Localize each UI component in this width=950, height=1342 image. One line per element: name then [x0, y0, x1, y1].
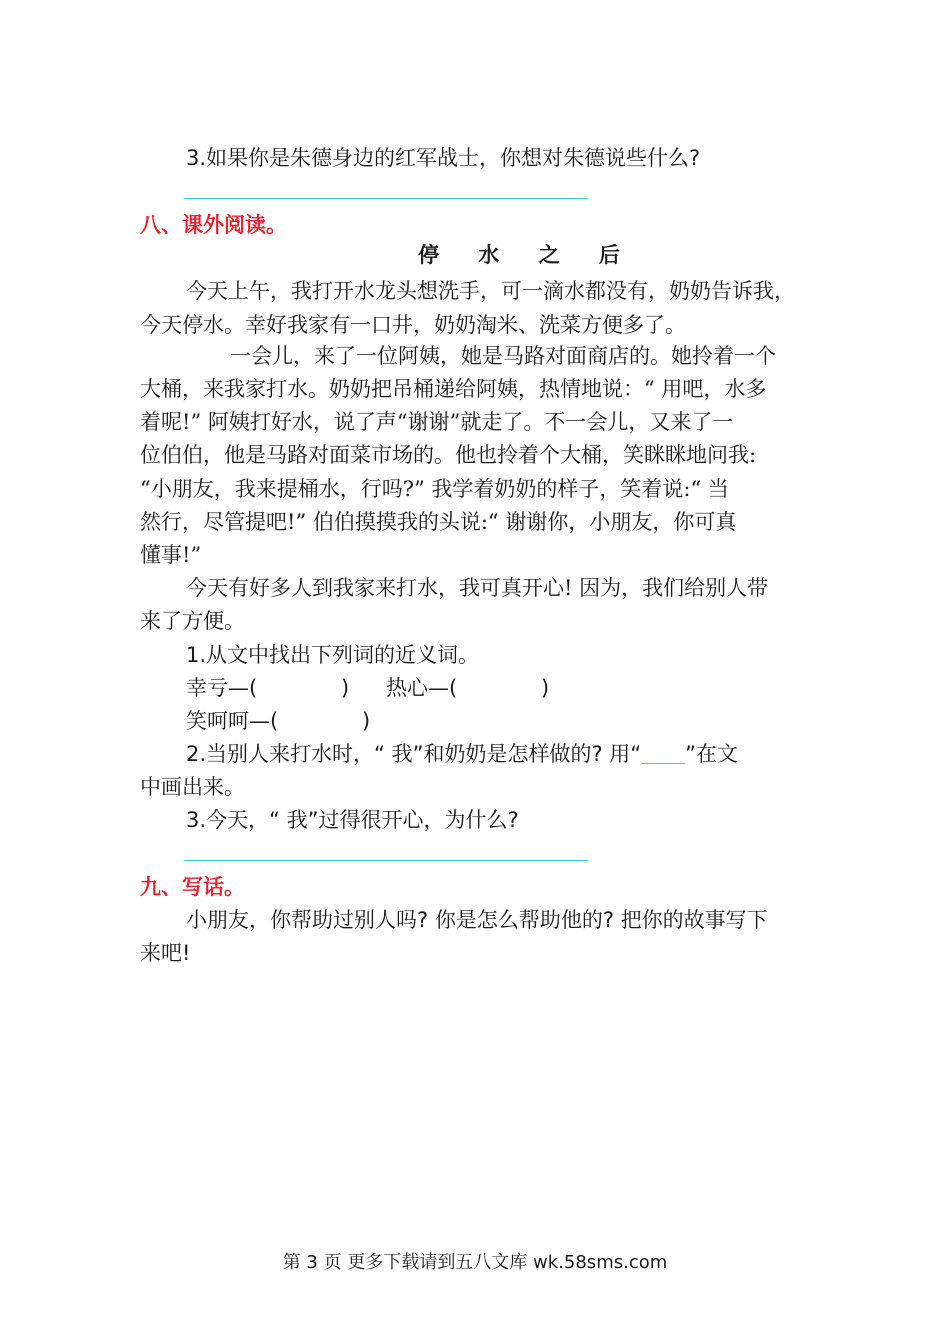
synonym-prompt-2: 热心—( — [386, 676, 458, 700]
question-8-3: 3.今天，“ 我”过得很开心，为什么? — [186, 808, 519, 832]
page-footer: 第 3 页 更多下载请到五八文库 wk.58sms.com — [282, 1252, 668, 1273]
question-8-1: 1.从文中找出下列词的近义词。 — [186, 643, 480, 667]
synonym-prompt-1: 幸亏—( — [186, 676, 258, 700]
writing-prompt-line-2: 来吧! — [140, 941, 191, 965]
paragraph-1-line-1: 今天上午，我打开水龙头想洗手，可一滴水都没有，奶奶告诉我， — [186, 279, 795, 303]
answer-line-8-3[interactable] — [184, 860, 588, 861]
question-8-2-line-2: 中画出来。 — [140, 775, 245, 799]
paragraph-2-line-4: 位伯伯，他是马路对面菜市场的。他也拎着个大桶，笑眯眯地问我: — [140, 443, 757, 467]
paragraph-2-line-2: 大桶，来我家打水。奶奶把吊桶递给阿姨，热情地说：“ 用吧，水多 — [140, 377, 767, 401]
question-8-2-text: 2.当别人来打水时，“ 我”和奶奶是怎样做的? 用“ — [186, 742, 642, 766]
synonym-close-1: ) — [341, 676, 350, 700]
synonym-prompt-3: 笑呵呵—( — [186, 709, 279, 733]
paragraph-2-line-6: 然行，尽管提吧!” 伯伯摸摸我的头说:“ 谢谢你，小朋友，你可真 — [140, 510, 737, 534]
paragraph-2-line-7: 懂事!” — [140, 543, 202, 567]
story-title: 停 水 之 后 — [418, 242, 636, 267]
question-8-2-text-end: ”在文 — [685, 742, 739, 766]
answer-line-7-3[interactable] — [184, 198, 588, 199]
synonym-close-3: ) — [362, 709, 371, 733]
underline-mark-sample — [641, 743, 685, 764]
paragraph-1-line-2: 今天停水。幸好我家有一口井，奶奶淘米、洗菜方便多了。 — [140, 313, 686, 337]
paragraph-3-line-2: 来了方便。 — [140, 609, 245, 633]
paragraph-2-line-3: 着呢!” 阿姨打好水，说了声“谢谢”就走了。不一会儿，又来了一 — [140, 410, 734, 434]
section-9-heading: 九、写话。 — [140, 875, 245, 899]
synonym-close-2: ) — [541, 676, 550, 700]
section-8-heading: 八、课外阅读。 — [140, 213, 287, 237]
paragraph-2-line-1: 一会儿，来了一位阿姨，她是马路对面商店的。她拎着一个 — [230, 344, 776, 368]
question-8-2-line-1 — [186, 739, 738, 769]
paragraph-3-line-1: 今天有好多人到我家来打水，我可真开心! 因为，我们给别人带 — [186, 576, 769, 600]
paragraph-2-line-5: “小朋友，我来提桶水，行吗?” 我学着奶奶的样子，笑着说:“ 当 — [140, 477, 729, 501]
writing-prompt-line-1: 小朋友，你帮助过别人吗? 你是怎么帮助他的? 把你的故事写下 — [186, 908, 768, 932]
question-7-3: 3.如果你是朱德身边的红军战士，你想对朱德说些什么? — [186, 146, 701, 170]
